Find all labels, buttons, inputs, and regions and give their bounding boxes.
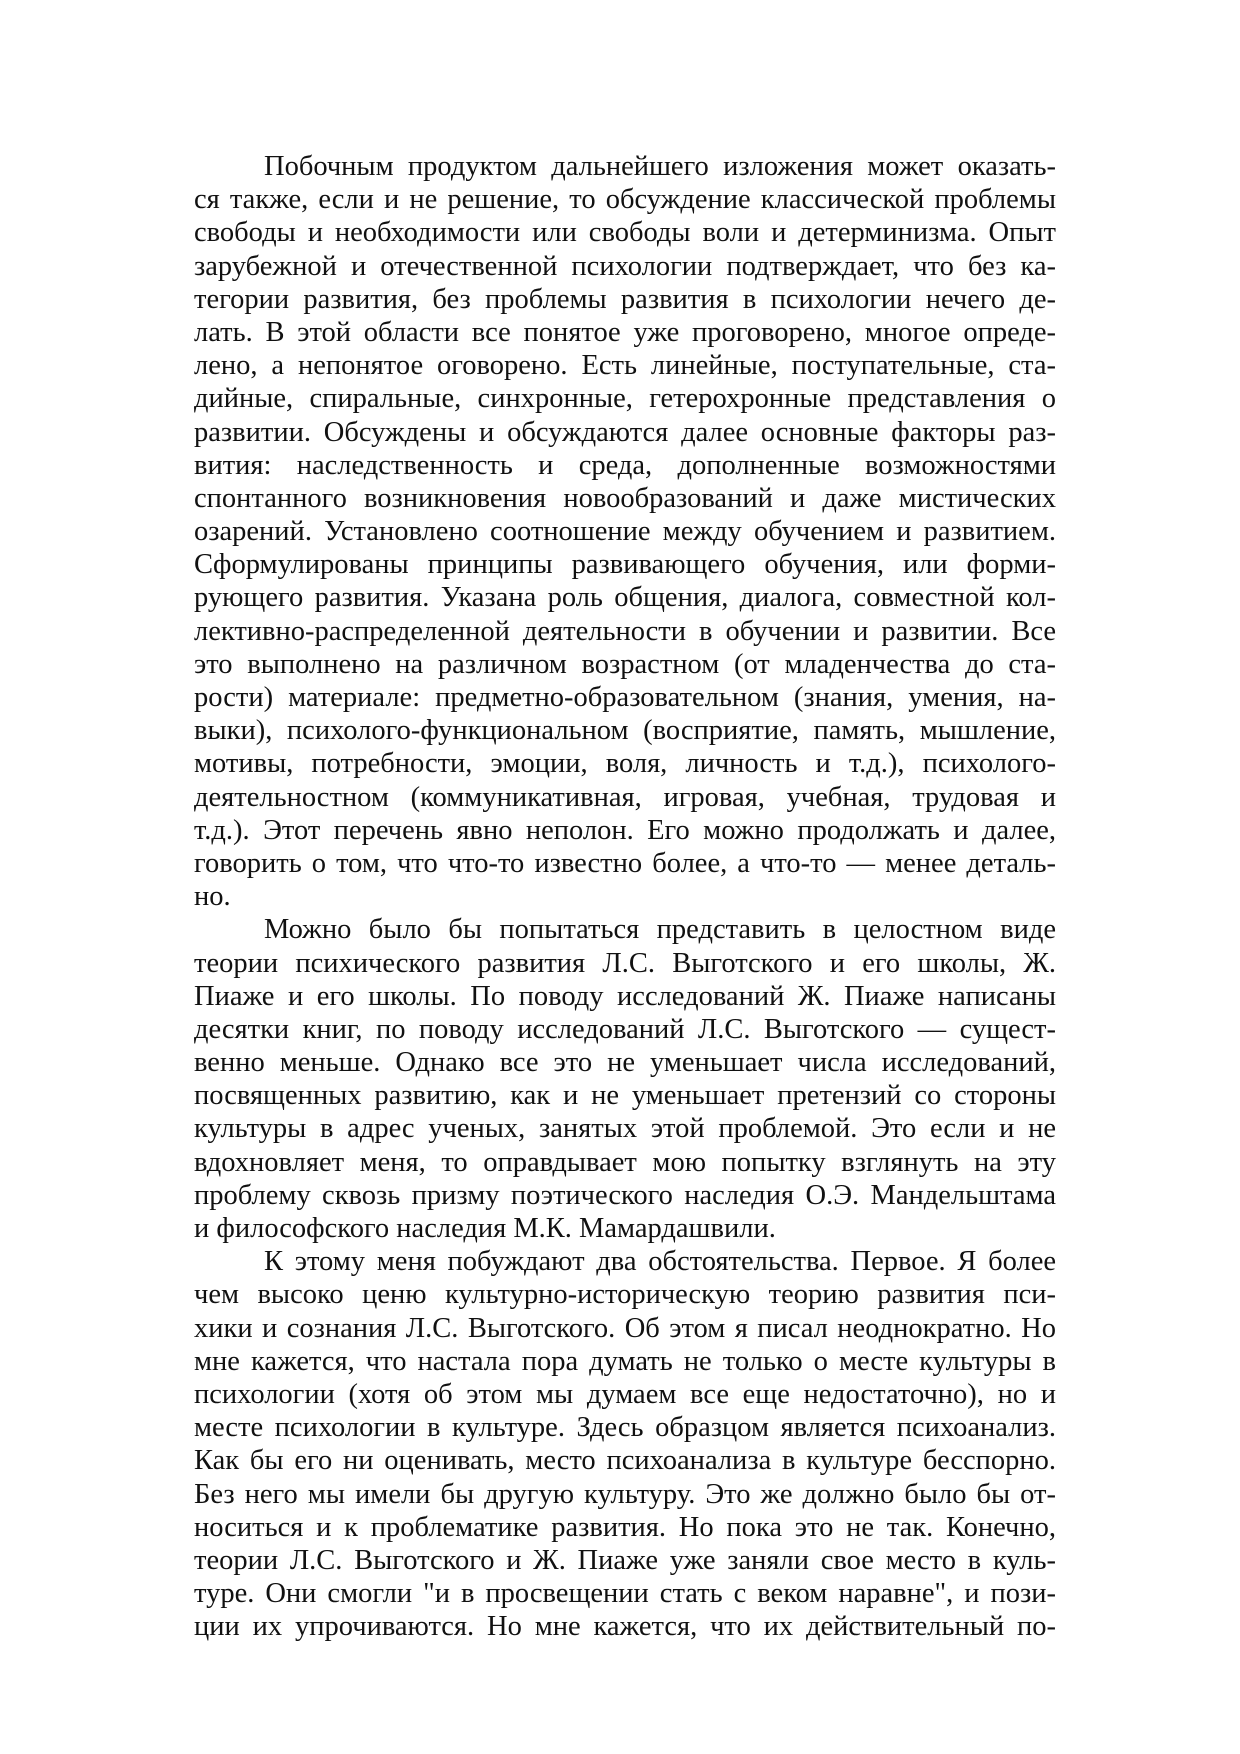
text-line: озарений. Установлено соотношение между обучением и развитием. (194, 516, 1056, 548)
text-line: психологии (хотя об этом мы думаем все еще недостаточно), но и (194, 1378, 1056, 1410)
text-line: теории Л.С. Выготского и Ж. Пиаже уже заняли свое место в куль- (194, 1544, 1056, 1576)
paragraph (194, 913, 1056, 1245)
text-line: зарубежной и отечественной психологии подтверждает, что без ка- (194, 250, 1056, 282)
text-line: проблему сквозь призму поэтического наследия О.Э. Мандельштама (194, 1179, 1056, 1211)
text-line: носиться и к проблематике развития. Но пока это не так. Конечно, (194, 1511, 1056, 1543)
text-line: чем высоко ценю культурно-историческую теорию развития пси- (194, 1279, 1056, 1311)
paragraph (194, 150, 1056, 913)
text-line: культуры в адрес ученых, занятых этой проблемой. Это если и не (194, 1113, 1056, 1145)
paragraph (194, 1245, 1056, 1643)
text-line: выки), психолого-функциональном (восприятие, память, мышление, (194, 715, 1056, 747)
text-line: свободы и необходимости или свободы воли и детерминизма. Опыт (194, 217, 1056, 249)
text-line: деятельностном (коммуникативная, игровая, учебная, трудовая и (194, 781, 1056, 813)
text-line: К этому меня побуждают два обстоятельства. Первое. Я более (264, 1246, 1056, 1278)
text-line: мне кажется, что настала пора думать не только о месте культуры в (194, 1345, 1056, 1377)
text-line: но. (194, 881, 231, 913)
text-line: Без него мы имели бы другую культуру. Это же должно было бы от- (194, 1478, 1056, 1510)
text-line: вития: наследственность и среда, дополненные возможностями (194, 449, 1056, 481)
text-line: рости) материале: предметно-образовательном (знания, умения, на- (194, 682, 1056, 713)
text-line: ции их упрочиваются. Но мне кажется, что их действительный по- (194, 1611, 1056, 1643)
text-line: десятки книг, по поводу исследований Л.С. Выготского — сущест- (194, 1013, 1056, 1045)
text-line: вдохновляет меня, то оправдывает мою попытку взглянуть на эту (194, 1146, 1056, 1178)
document-body (194, 150, 1056, 1643)
text-line: это выполнено на различном возрастном (от младенчества до ста- (194, 648, 1056, 680)
text-line: говорить о том, что что-то известно более, а что-то — менее деталь- (194, 847, 1056, 879)
text-line: Как бы его ни оценивать, место психоанализа в культуре бесспорно. (194, 1445, 1056, 1477)
text-line: тегории развития, без проблемы развития в психологии нечего де- (194, 283, 1056, 315)
text-line: Побочным продуктом дальнейшего изложения может оказать- (264, 151, 1056, 182)
text-line: теории психического развития Л.С. Выготского и его школы, Ж. (194, 947, 1056, 979)
text-line: мотивы, потребности, эмоции, воля, личность и т.д.), психолого- (194, 748, 1056, 780)
text-line: т.д.). Этот перечень явно неполон. Его можно продолжать и далее, (194, 814, 1056, 846)
text-line: спонтанного возникновения новообразований и даже мистических (194, 482, 1056, 514)
document-page (194, 150, 1056, 1710)
text-line: Можно было бы попытаться представить в целостном виде (264, 914, 1056, 946)
text-line: рующего развития. Указана роль общения, диалога, совместной кол- (194, 582, 1056, 614)
text-line: хики и сознания Л.С. Выготского. Об этом я писал неоднократно. Но (194, 1312, 1056, 1344)
text-line: и философского наследия М.К. Мамардашвили. (194, 1213, 776, 1244)
text-line: развитии. Обсуждены и обсуждаются далее основные факторы раз- (194, 416, 1056, 448)
text-line: ся также, если и не решение, то обсуждение классической проблемы (194, 184, 1056, 216)
text-line: лективно-распределенной деятельности в обучении и развитии. Все (194, 615, 1056, 647)
text-line: месте психологии в культуре. Здесь образцом является психоанализ. (194, 1412, 1056, 1444)
text-line: дийные, спиральные, синхронные, гетерохронные представления о (194, 383, 1056, 415)
text-line: Пиаже и его школы. По поводу исследований Ж. Пиаже написаны (194, 980, 1056, 1012)
text-line: Сформулированы принципы развивающего обучения, или форми- (194, 549, 1056, 581)
text-line: туре. Они смогли "и в просвещении стать с веком наравне", и пози- (194, 1578, 1056, 1610)
text-line: лать. В этой области все понятое уже проговорено, многое опреде- (194, 316, 1056, 348)
text-line: посвященных развитию, как и не уменьшает претензий со стороны (194, 1080, 1056, 1112)
text-line: венно меньше. Однако все это не уменьшает числа исследований, (194, 1047, 1056, 1079)
text-line: лено, а непонятое оговорено. Есть линейные, поступательные, ста- (194, 350, 1056, 382)
